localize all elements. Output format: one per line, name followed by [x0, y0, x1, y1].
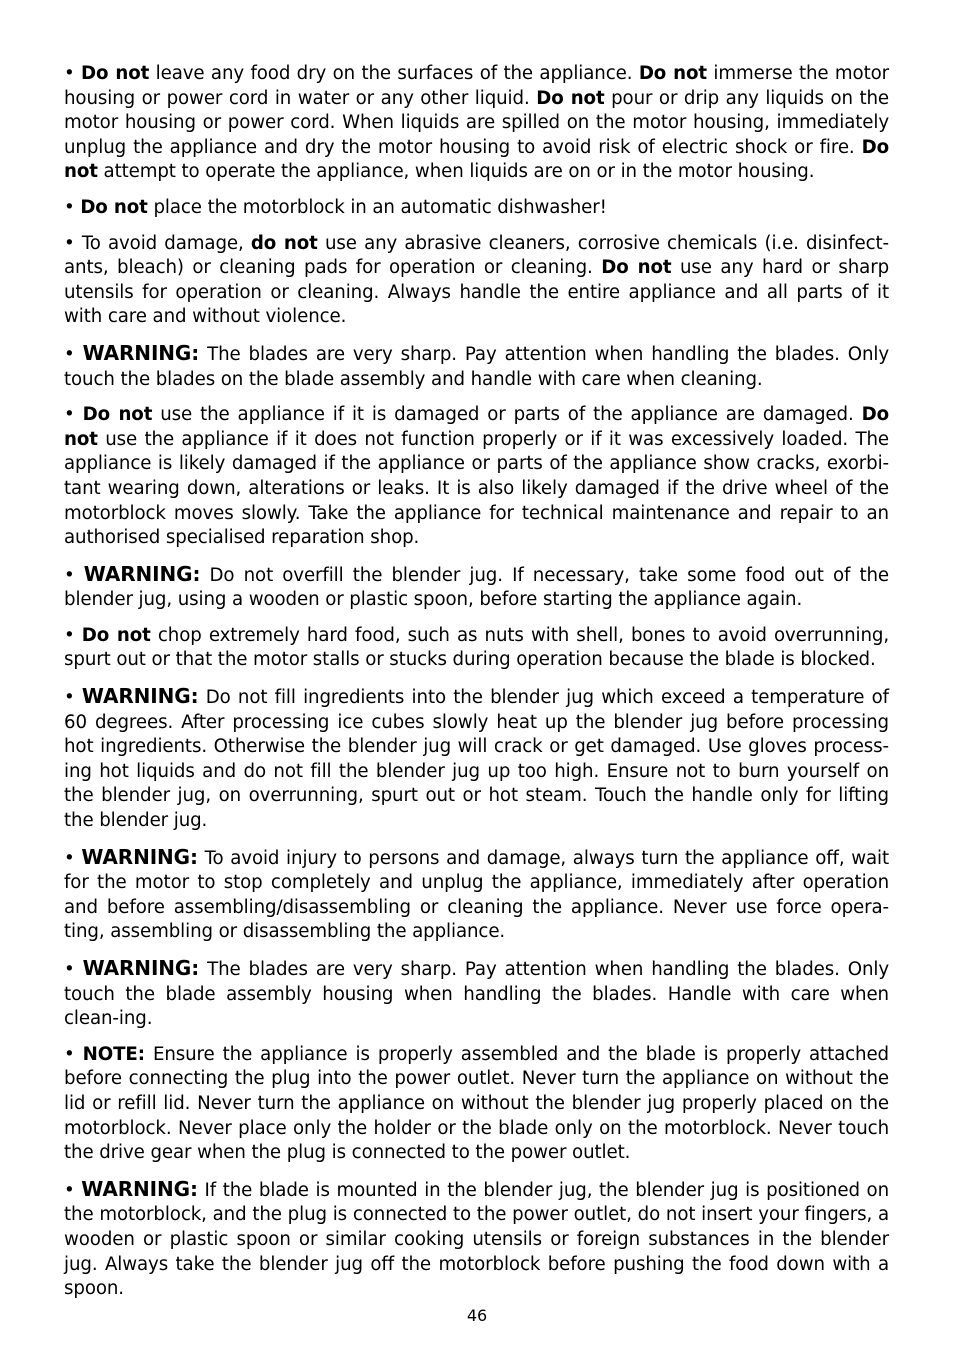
- paragraph-text: use the appliance if it is damaged or parts of the appliance are damaged.: [152, 404, 862, 426]
- paragraph-text: •: [64, 847, 82, 869]
- paragraph-text: Do not overfill the blender jug. If necessary, take some food out of the blender jug, using a wooden or plastic spoon, before starting the appliance again.: [64, 564, 889, 611]
- paragraph-text: •: [64, 63, 82, 84]
- paragraph-text: use any hard or sharp utensils for operation or cleaning. Always handle the entire appliance and all parts of it with care and without violence.: [64, 257, 890, 328]
- paragraph-text: To avoid injury to persons and damage, always turn the appliance off, wait for the motor to stop completely and unplug the appliance, immediately after operation and before assembling/disassembling or cleaning the appliance. Never use force opera-ting, assembling or disassembling the appliance.: [64, 847, 890, 943]
- instruction-paragraph: [64, 1177, 889, 1302]
- instruction-paragraph: [64, 196, 889, 221]
- emphasis-label: WARNING:: [82, 956, 200, 980]
- emphasis-label: Do not: [82, 404, 153, 426]
- instruction-paragraph: [64, 403, 889, 551]
- paragraph-text: leave any food dry on the surfaces of the appliance.: [149, 63, 639, 84]
- emphasis-label: Do not: [536, 87, 605, 109]
- emphasis-label: NOTE:: [82, 1043, 145, 1065]
- paragraph-text: Ensure the appliance is properly assembled and the blade is properly attached before connecting the plug into the power outlet. Never turn the appliance on without the lid or refill lid. Never turn the appliance on without the blender jug properly placed on the motorblock. Never place only the holder or the blade only on the motorblock. Never touch the drive gear when the plug is connected to the power outlet.: [64, 1043, 890, 1164]
- safety-instructions: [64, 62, 889, 1302]
- paragraph-text: The blades are very sharp. Pay attention when handling the blades. Only touch the blades on the blade assembly and handle with care when cleaning.: [64, 343, 889, 390]
- paragraph-text: place the motorblock in an automatic dishwasher!: [147, 196, 607, 218]
- paragraph-text: use any abrasive cleaners, corrosive chemicals (i.e. disinfect-ants, bleach) or cleaning pads for operation or cleaning.: [64, 232, 889, 279]
- instruction-paragraph: [64, 62, 889, 185]
- paragraph-text: •: [64, 959, 83, 980]
- emphasis-label: WARNING:: [81, 1176, 198, 1201]
- page-number: 46: [466, 1306, 488, 1325]
- paragraph-text: • To avoid damage,: [64, 232, 251, 254]
- instruction-paragraph: [64, 341, 889, 392]
- paragraph-text: attempt to operate the appliance, when liquids are on or in the motor housing.: [97, 161, 815, 183]
- paragraph-text: immerse the motor housing or power cord in water or any other liquid.: [64, 63, 889, 109]
- emphasis-label: WARNING:: [81, 684, 199, 709]
- paragraph-text: •: [64, 687, 82, 709]
- paragraph-text: •: [64, 564, 84, 586]
- emphasis-label: do not: [250, 232, 318, 254]
- emphasis-label: WARNING:: [83, 561, 201, 586]
- emphasis-label: WARNING:: [82, 340, 200, 365]
- emphasis-label: Do not: [638, 63, 708, 84]
- paragraph-text: •: [64, 343, 83, 365]
- emphasis-label: WARNING:: [81, 844, 198, 869]
- paragraph-text: •: [64, 404, 83, 426]
- emphasis-label: Do not: [80, 196, 148, 218]
- emphasis-label: Do not: [81, 624, 151, 646]
- instruction-paragraph: [64, 956, 889, 1032]
- instruction-paragraph: [64, 562, 889, 613]
- paragraph-text: use the appliance if it does not function properly or if it was excessively loaded. The appliance is likely damaged if the appliance or parts of the appliance show cracks, exorbi-tant wearing down, alterations or leaks. It is also likely damaged if the drive wheel of the motorblock moves slowly. Take the appliance for technical maintenance and repair to an authorised specialised reparation shop.: [64, 428, 889, 549]
- paragraph-text: chop extremely hard food, such as nuts with shell, bones to avoid overrunning, spurt out or that the motor stalls or stucks during operation because the blade is blocked.: [64, 624, 889, 671]
- emphasis-label: Do not: [601, 257, 672, 279]
- paragraph-text: •: [64, 196, 81, 218]
- paragraph-text: If the blade is mounted in the blender jug, the blender jug is positioned on the motorblock, and the plug is connected to the power outlet, do not insert your fingers, a wooden or plastic spoon or similar cooking utensils or foreign substances in the blender jug. Always take the blender jug off the motorblock before pushing the food down with a spoon.: [64, 1179, 889, 1300]
- instruction-paragraph: [64, 232, 889, 330]
- instruction-paragraph: [64, 684, 889, 834]
- paragraph-text: pour or drip any liquids on the motor housing or power cord. When liquids are spilled on the motor housing, immediately unplug the appliance and dry the motor housing to avoid risk of electric shock or fire.: [64, 87, 889, 158]
- instruction-paragraph: [64, 1043, 889, 1166]
- paragraph-text: •: [64, 624, 82, 646]
- emphasis-label: Do not: [64, 404, 889, 450]
- emphasis-label: Do not: [81, 63, 150, 84]
- paragraph-text: •: [64, 1043, 83, 1065]
- paragraph-text: The blades are very sharp. Pay attention when handling the blades. Only touch the blade assembly housing when handling the blades. Handle with care when clean-ing.: [64, 959, 889, 1030]
- paragraph-text: Do not fill ingredients into the blender jug which exceed a temperature of 60 degrees. After processing ice cubes slowly heat up the blender jug before processing hot ingredients. Otherwise the blender jug will crack or get damaged. Use gloves process-ing hot liquids and do not fill the blender jug up too high. Ensure not to burn yourself on the blender jug, on overrunning, spurt out or hot steam. Touch the handle only for lifting the blender jug.: [64, 687, 889, 832]
- instruction-paragraph: [64, 624, 889, 673]
- paragraph-text: •: [64, 1179, 82, 1201]
- instruction-paragraph: [64, 845, 889, 945]
- emphasis-label: Do not: [64, 136, 889, 183]
